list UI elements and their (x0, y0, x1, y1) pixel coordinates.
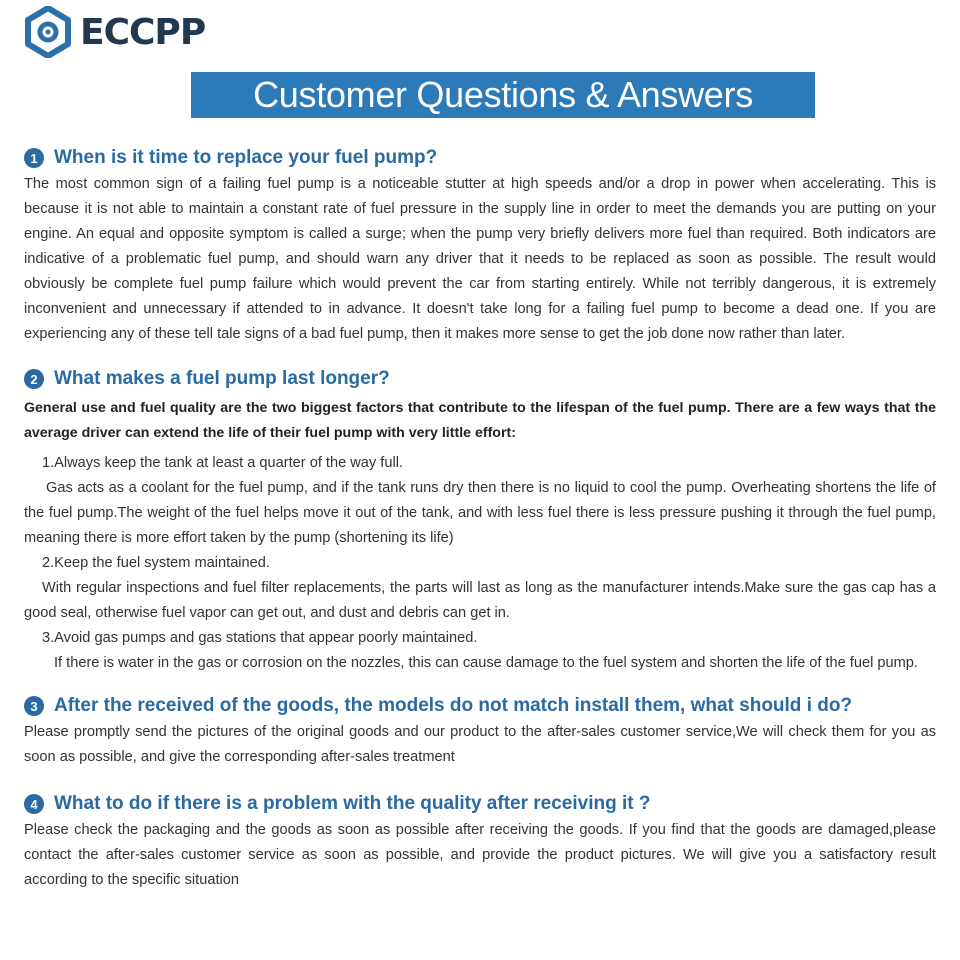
question-heading (24, 365, 936, 393)
answer-intro: General use and fuel quality are the two biggest factors that contribute to the lifespan of the fuel pump. There are a few ways that the average driver can extend the life of their fuel pump with very little effort: (24, 400, 936, 441)
answer-text: Please check the packaging and the goods as soon as possible after receiving the goods. If you find that the goods are damaged,please contact the after-sales customer service as soon as possible, and provide the product pictures. We will give you a satisfactory result according to the specific situation (24, 822, 936, 888)
page-title-banner: Customer Questions & Answers (191, 72, 815, 118)
qa-item (24, 790, 936, 893)
tip-body: If there is water in the gas or corrosion on the nozzles, this can cause damage to the fuel system and shorten the life of the fuel pump. (54, 655, 918, 671)
question-heading (24, 692, 936, 720)
question-text: What makes a fuel pump last longer? (54, 368, 390, 389)
number-badge-icon: 4 (24, 794, 44, 814)
question-text: When is it time to replace your fuel pump? (54, 147, 438, 168)
brand-hexagon-icon (22, 6, 74, 58)
tip-body: With regular inspections and fuel filter replacements, the parts will last as long as the manufacturer intends.Make sure the gas cap has a good seal, otherwise fuel vapor can get out, and dust and debris can get in. (24, 580, 936, 621)
tip-title: 2.Keep the fuel system maintained. (42, 555, 270, 571)
tip-title: 3.Avoid gas pumps and gas stations that appear poorly maintained. (42, 630, 478, 646)
number-badge-icon: 3 (24, 696, 44, 716)
qa-item (24, 365, 936, 676)
number-badge-icon: 1 (24, 148, 44, 168)
qa-item (24, 692, 936, 770)
tip-title: 1.Always keep the tank at least a quarter of the way full. (42, 455, 403, 471)
question-heading (24, 144, 936, 172)
brand-logo (22, 6, 205, 58)
question-text: What to do if there is a problem with the quality after receiving it ? (54, 793, 651, 814)
brand-name: ECCPP (80, 11, 206, 53)
qa-item (24, 144, 936, 347)
tip-body: Gas acts as a coolant for the fuel pump, and if the tank runs dry then there is no liquid to cool the pump. Overheating shortens the life of the fuel pump.The weight of the fuel helps move it out of the tank, and with less fuel there is less pressure pushing it through the fuel pump, meaning there is more effort taken by the pump (shortening its life) (24, 480, 936, 546)
number-badge-icon: 2 (24, 369, 44, 389)
qa-list (24, 144, 936, 893)
answer-text: Please promptly send the pictures of the original goods and our product to the after-sales customer service,We will check them for you as soon as possible, and give the corresponding after-sales treatment (24, 724, 936, 765)
question-text: After the received of the goods, the models do not match install them, what should i do? (54, 695, 853, 716)
question-heading (24, 790, 936, 818)
answer-text: The most common sign of a failing fuel pump is a noticeable stutter at high speeds and/or a drop in power when accelerating. This is because it is not able to maintain a constant rate of fuel pressure in the supply line in order to meet the demands you are putting on your engine. An equal and opposite symptom is called a surge; when the pump very briefly delivers more fuel than required. Both indicators are indicative of a problematic fuel pump, and should warn any driver that it needs to be replaced as soon as possible. The result would obviously be complete fuel pump failure which would prevent the car from starting entirely. While not terribly dangerous, it is extremely inconvenient and unnecessary if attended to in advance. It doesn't take long for a failing fuel pump to become a dead one. If you are experiencing any of these tell tale signs of a bad fuel pump, then it makes more sense to get the job done now rather than later. (24, 176, 936, 342)
